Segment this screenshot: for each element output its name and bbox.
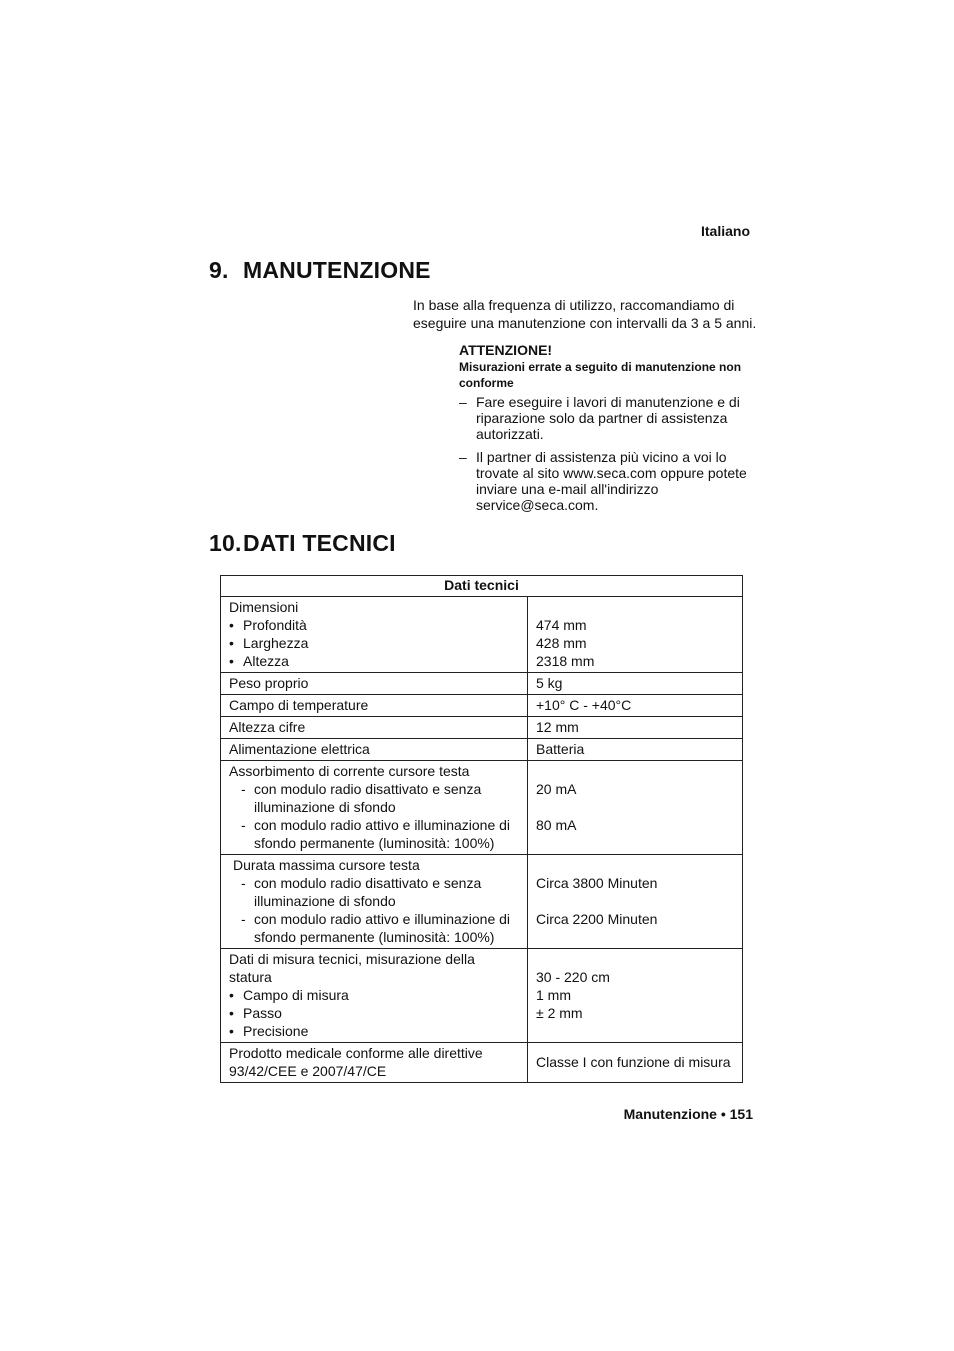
table-row bbox=[221, 739, 743, 761]
warning-item-text: Il partner di assistenza più vicino a voi lo trovate al sito www.seca.com oppure potete inviare una e-mail all'indirizzo service@seca.com. bbox=[476, 449, 747, 513]
row-value-medical: Classe I con funzione di misura bbox=[528, 1043, 743, 1083]
value-text: 428 mm bbox=[536, 635, 587, 651]
row-value-duration bbox=[528, 855, 743, 949]
table-row bbox=[221, 673, 743, 695]
row-label-duration bbox=[221, 855, 528, 949]
bullet-marker: • bbox=[229, 617, 234, 633]
row-label: Dati di misura tecnici, misurazione della statura bbox=[229, 951, 475, 985]
dash-marker: - bbox=[241, 875, 246, 891]
row-label-digit-height: Altezza cifre bbox=[221, 717, 528, 739]
table-header-row bbox=[221, 576, 743, 597]
language-label: Italiano bbox=[700, 223, 750, 239]
table-row bbox=[221, 695, 743, 717]
row-label: Assorbimento di corrente cursore testa bbox=[229, 763, 470, 779]
warning-block bbox=[459, 341, 759, 520]
section-heading-maintenance bbox=[209, 257, 431, 284]
table-row bbox=[221, 949, 743, 1043]
row-label-dimensions bbox=[221, 597, 528, 673]
item-text: con modulo radio attivo e illuminazione di sfondo permanente (luminosità: 100%) bbox=[254, 817, 511, 851]
row-label-temperature: Campo di temperature bbox=[221, 695, 528, 717]
bullet-marker: • bbox=[229, 1023, 234, 1039]
intro-paragraph: In base alla frequenza di utilizzo, raccomandiamo di eseguire una manutenzione con intervalli da 3 a 5 anni. bbox=[413, 297, 757, 331]
list-item bbox=[229, 616, 519, 634]
section-title: DATI TECNICI bbox=[243, 530, 396, 556]
bullet-marker: • bbox=[229, 1005, 234, 1021]
value-text: Circa 2200 Minuten bbox=[536, 911, 658, 927]
row-value-weight: 5 kg bbox=[528, 673, 743, 695]
item-text: con modulo radio disattivato e senza illuminazione di sfondo bbox=[254, 781, 482, 815]
row-label-weight: Peso proprio bbox=[221, 673, 528, 695]
value-text: 80 mA bbox=[536, 817, 577, 833]
warning-title: ATTENZIONE! bbox=[459, 342, 553, 358]
item-text: Campo di misura bbox=[243, 987, 349, 1003]
section-title: MANUTENZIONE bbox=[243, 257, 431, 283]
list-item bbox=[229, 910, 519, 946]
row-label: Dimensioni bbox=[229, 599, 299, 615]
list-item bbox=[229, 1022, 519, 1040]
row-label-current bbox=[221, 761, 528, 855]
section-number: 10. bbox=[209, 530, 242, 556]
value-text: 1 mm bbox=[536, 987, 571, 1003]
row-value-power: Batteria bbox=[528, 739, 743, 761]
section-heading-technical-data bbox=[209, 530, 396, 557]
list-item bbox=[229, 986, 519, 1004]
warning-subtitle: Misurazioni errate a seguito di manutenzione non conforme bbox=[459, 360, 742, 390]
dash-marker: - bbox=[241, 911, 246, 927]
item-text: Passo bbox=[243, 1005, 282, 1021]
row-value-measurement bbox=[528, 949, 743, 1043]
technical-data-table bbox=[220, 575, 743, 1083]
value-text: 30 - 220 cm bbox=[536, 969, 610, 985]
table-row bbox=[221, 597, 743, 673]
dash-marker: – bbox=[459, 449, 467, 465]
item-text: Profondità bbox=[243, 617, 307, 633]
list-item bbox=[229, 652, 519, 670]
warning-item bbox=[459, 449, 759, 513]
row-value-current bbox=[528, 761, 743, 855]
table-row bbox=[221, 761, 743, 855]
warning-item-text: Fare eseguire i lavori di manutenzione e di riparazione solo da partner di assistenza autorizzati. bbox=[476, 394, 740, 442]
list-item bbox=[229, 1004, 519, 1022]
row-label-medical: Prodotto medicale conforme alle direttive 93/42/CEE e 2007/47/CE bbox=[221, 1043, 528, 1083]
list-item bbox=[229, 816, 519, 852]
value-text: Circa 3800 Minuten bbox=[536, 875, 658, 891]
item-text: con modulo radio disattivato e senza illuminazione di sfondo bbox=[254, 875, 482, 909]
item-text: con modulo radio attivo e illuminazione di sfondo permanente (luminosità: 100%) bbox=[254, 911, 511, 945]
bullet-marker: • bbox=[229, 653, 234, 669]
warning-list bbox=[459, 394, 759, 513]
row-label: Durata massima cursore testa bbox=[233, 857, 420, 873]
table-row bbox=[221, 1043, 743, 1083]
row-value-temperature: +10° C - +40°C bbox=[528, 695, 743, 717]
item-text: Altezza bbox=[243, 653, 289, 669]
item-text: Precisione bbox=[243, 1023, 309, 1039]
dash-marker: - bbox=[241, 817, 246, 833]
table-row bbox=[221, 855, 743, 949]
list-item bbox=[229, 874, 519, 910]
dash-marker: - bbox=[241, 781, 246, 797]
section-number: 9. bbox=[209, 257, 229, 283]
row-label-power: Alimentazione elettrica bbox=[221, 739, 528, 761]
dash-marker: – bbox=[459, 394, 467, 410]
table-header: Dati tecnici bbox=[221, 576, 743, 597]
value-text: 2318 mm bbox=[536, 653, 595, 669]
list-item bbox=[229, 780, 519, 816]
list-item bbox=[229, 634, 519, 652]
row-value-dimensions bbox=[528, 597, 743, 673]
value-text: ± 2 mm bbox=[536, 1005, 583, 1021]
value-text: 20 mA bbox=[536, 781, 577, 797]
row-value-digit-height: 12 mm bbox=[528, 717, 743, 739]
table-row bbox=[221, 717, 743, 739]
item-text: Larghezza bbox=[243, 635, 309, 651]
page-footer: Manutenzione • 151 bbox=[623, 1106, 753, 1122]
warning-item bbox=[459, 394, 759, 442]
bullet-marker: • bbox=[229, 987, 234, 1003]
bullet-marker: • bbox=[229, 635, 234, 651]
value-text: 474 mm bbox=[536, 617, 587, 633]
row-label-measurement bbox=[221, 949, 528, 1043]
